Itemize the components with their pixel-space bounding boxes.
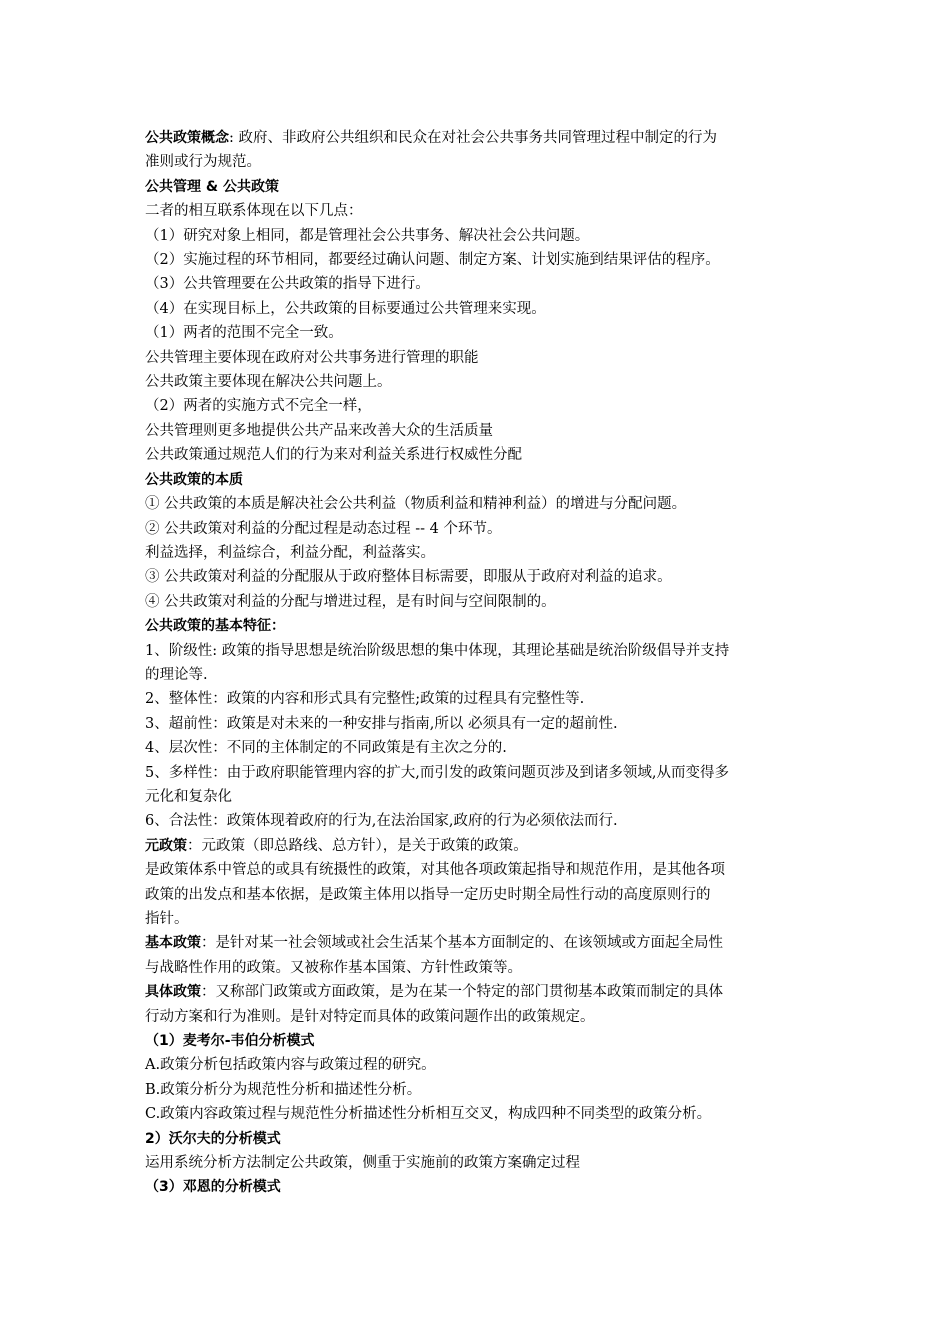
- text-line: （4）在实现目标上，公共政策的目标要通过公共管理来实现。: [145, 300, 546, 317]
- text-line: A.政策分析包括政策内容与政策过程的研究。: [145, 1057, 436, 1074]
- text-line: （1）研究对象上相同，都是管理社会公共事务、解决社会公共问题。: [145, 227, 590, 244]
- text-line: 5、多样性：由于政府职能管理内容的扩大,而引发的政策问题页涉及到诸多领域,从而变得多: [145, 764, 729, 781]
- section-heading: 公共管理 & 公共政策: [145, 178, 279, 195]
- section-heading: （1）麦考尔-韦伯分析模式: [145, 1033, 315, 1050]
- text-line: 公共管理主要体现在政府对公共事务进行管理的职能: [145, 349, 479, 366]
- text-line: B.政策分析分为规范性分析和描述性分析。: [145, 1081, 422, 1098]
- text-line: ③ 公共政策对利益的分配服从于政府整体目标需要，即服从于政府对利益的追求。: [145, 569, 672, 586]
- text-line: 与战略性作用的政策。又被称作基本国策、方针性政策等。: [145, 959, 522, 976]
- term-heading: 元政策: [145, 837, 187, 854]
- text-line: [145, 126, 815, 150]
- text-line: ① 公共政策的本质是解决社会公共利益（物质利益和精神利益）的增进与分配问题。: [145, 496, 687, 513]
- text-line: 二者的相互联系体现在以下几点：: [145, 203, 363, 220]
- text-line: （3）公共管理要在公共政策的指导下进行。: [145, 276, 430, 293]
- term-text: ：又称部门政策或方面政策，是为在某一个特定的部门贯彻基本政策而制定的具体: [201, 984, 723, 1001]
- text-line: ② 公共政策对利益的分配过程是动态过程 -- 4 个环节。: [145, 520, 502, 537]
- text-line: 是政策体系中管总的或具有统摄性的政策，对其他各项政策起指导和规范作用，是其他各项: [145, 862, 725, 879]
- term-heading: 具体政策: [145, 984, 201, 1001]
- term-text: ：元政策（即总路线、总方针），是关于政策的政策。: [187, 837, 528, 854]
- text-line: 政策的出发点和基本依据，是政策主体用以指导一定历史时期全局性行动的高度原则行的: [145, 886, 711, 903]
- text-line: （2）两者的实施方式不完全一样，: [145, 398, 372, 415]
- document-page: [145, 126, 815, 1200]
- term-text: ：是针对某一社会领域或社会生活某个基本方面制定的、在该领域或方面起全局性: [201, 935, 723, 952]
- text-line: 元化和复杂化: [145, 788, 232, 805]
- text-line: 公共政策通过规范人们的行为来对利益关系进行权威性分配: [145, 447, 522, 464]
- text-line: 公共管理则更多地提供公共产品来改善大众的生活质量: [145, 422, 493, 439]
- text-line: [145, 931, 815, 955]
- section-heading: （3）邓恩的分析模式: [145, 1179, 281, 1196]
- text-line: （1）两者的范围不完全一致。: [145, 325, 343, 342]
- text-line: 3、超前性：政策是对未来的一种安排与指南,所以 必须具有一定的超前性.: [145, 715, 618, 732]
- section-heading: 公共政策的基本特征：: [145, 618, 285, 635]
- text-line: 准则或行为规范。: [145, 154, 261, 171]
- text-line: [145, 980, 815, 1004]
- section-heading: 2）沃尔夫的分析模式: [145, 1130, 281, 1147]
- text-line: （2）实施过程的环节相同，都要经过确认问题、制定方案、计划实施到结果评估的程序。: [145, 252, 720, 269]
- text-line: [145, 834, 815, 858]
- text-line: 行动方案和行为准则。是针对特定而具体的政策问题作出的政策规定。: [145, 1008, 595, 1025]
- term-heading: 基本政策: [145, 935, 201, 952]
- text-line: 1、阶级性: 政策的指导思想是统治阶级思想的集中体现，其理论基础是统治阶级倡导并支持: [145, 642, 730, 659]
- section-heading: 公共政策的本质: [145, 471, 243, 488]
- text-line: 4、层次性：不同的主体制定的不同政策是有主次之分的.: [145, 740, 507, 757]
- text-line: 运用系统分析方法制定公共政策，侧重于实施前的政策方案确定过程: [145, 1155, 580, 1172]
- text-line: ④ 公共政策对利益的分配与增进过程，是有时间与空间限制的。: [145, 593, 556, 610]
- text-line: 的理论等.: [145, 666, 208, 683]
- text-line: 指针。: [145, 911, 189, 927]
- text-line: 2、整体性：政策的内容和形式具有完整性;政策的过程具有完整性等.: [145, 691, 585, 708]
- text-line: 公共政策主要体现在解决公共问题上。: [145, 374, 392, 391]
- text-line: 利益选择，利益综合，利益分配，利益落实。: [145, 544, 435, 561]
- term-text: : 政府、非政府公共组织和民众在对社会公共事务共同管理过程中制定的行为: [229, 130, 717, 146]
- text-line: 6、合法性：政策体现着政府的行为,在法治国家,政府的行为必须依法而行.: [145, 813, 618, 830]
- term-heading: 公共政策概念: [145, 130, 229, 146]
- text-line: C.政策内容政策过程与规范性分析描述性分析相互交叉，构成四种不同类型的政策分析。: [145, 1106, 712, 1123]
